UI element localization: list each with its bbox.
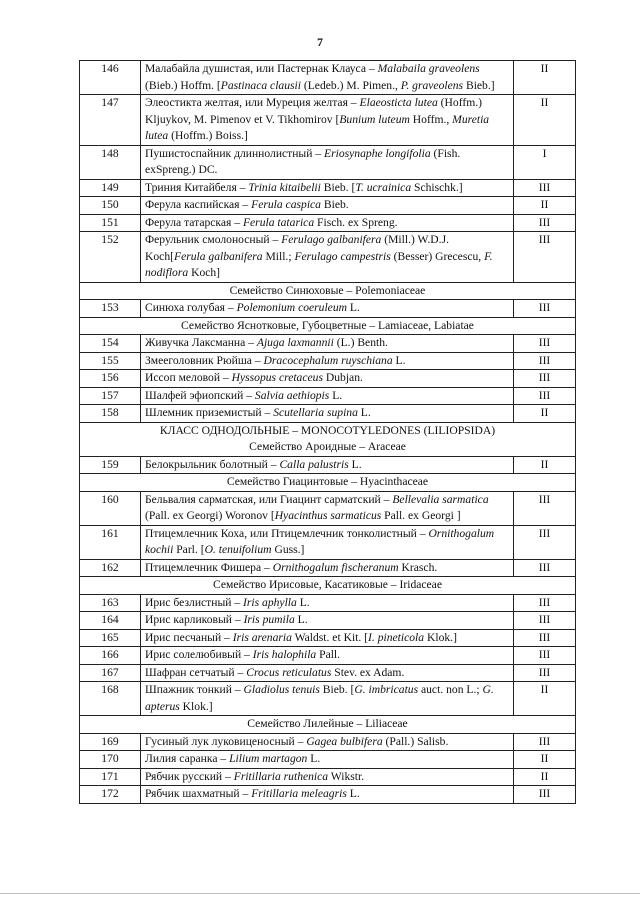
family-header — [80, 716, 576, 734]
rarity-category: III — [514, 232, 576, 283]
name-text: Koch] — [188, 266, 221, 279]
species-number: 158 — [80, 405, 141, 423]
species-row — [80, 559, 576, 577]
family-header-text: Семейство Синюховые – Polemoniaceae — [229, 283, 426, 297]
family-header — [80, 577, 576, 595]
latin-name: G. imbricatus — [354, 683, 419, 696]
name-text: Klok.] — [424, 630, 457, 644]
latin-name: P. graveolens — [400, 78, 464, 92]
rarity-category: II — [514, 61, 576, 95]
latin-name: T. ucrainica — [355, 180, 412, 194]
species-number: 154 — [80, 335, 141, 353]
rarity-category: III — [514, 786, 576, 804]
species-row — [80, 197, 576, 215]
species-name — [141, 370, 514, 388]
family-header-row — [80, 422, 576, 456]
species-name — [141, 335, 514, 353]
name-text: (Ledeb.) M. Pimen., — [300, 78, 401, 92]
rarity-category: III — [514, 179, 576, 197]
latin-name: F. nodiflora — [145, 249, 493, 279]
species-name — [141, 214, 514, 232]
species-name — [141, 647, 514, 665]
name-text: Лилия саранка – — [145, 752, 230, 765]
species-name — [141, 387, 514, 405]
rarity-category: II — [514, 95, 576, 146]
latin-name: O. tenuifolium — [204, 543, 272, 556]
species-name — [141, 682, 514, 716]
species-row — [80, 594, 576, 612]
species-number: 160 — [80, 491, 141, 525]
latin-name: Trinia kitaibelii — [248, 180, 321, 194]
latin-name: Fritillaria ruthenica — [233, 769, 329, 783]
name-text: Ферула каспийская – — [145, 198, 252, 211]
species-name — [141, 612, 514, 630]
latin-name: Ornithogalum kochii — [145, 526, 495, 556]
name-text: Рябчик шахматный – — [145, 787, 252, 800]
rarity-category: II — [514, 751, 576, 769]
species-number: 153 — [80, 300, 141, 318]
species-number: 170 — [80, 751, 141, 769]
species-name — [141, 456, 514, 474]
name-text: Bieb. — [320, 198, 349, 211]
latin-name: Bunium luteum — [339, 112, 410, 126]
name-text: L. — [357, 406, 371, 419]
species-number: 166 — [80, 647, 141, 665]
rarity-category: III — [514, 214, 576, 232]
species-row — [80, 300, 576, 318]
name-text: Белокрыльник болотный – — [145, 457, 280, 471]
name-text: Krasch. — [398, 560, 438, 574]
species-name — [141, 197, 514, 215]
species-row — [80, 214, 576, 232]
species-row — [80, 647, 576, 665]
latin-name: Iris pumila — [243, 613, 295, 626]
name-text: L. — [294, 613, 308, 626]
family-header — [80, 422, 576, 456]
name-text: Ирис солелюбивый – — [145, 648, 253, 661]
family-header-text: Семейство Яснотковые, Губоцветные – Lamiaceae, Labiatae — [181, 318, 474, 332]
name-text: (L.) Benth. — [333, 336, 388, 349]
species-row — [80, 61, 576, 95]
species-number: 159 — [80, 456, 141, 474]
name-text: L. — [347, 301, 360, 314]
latin-name: Iris arenaria — [232, 630, 292, 644]
name-text: Stev. ex Adam. — [331, 665, 405, 679]
species-row — [80, 525, 576, 559]
name-text: Pall. ex Georgi ] — [381, 509, 461, 522]
name-text: auct. non L.; — [418, 683, 483, 696]
species-name — [141, 179, 514, 197]
species-row — [80, 664, 576, 682]
name-text: Bieb. [ — [320, 180, 356, 194]
species-number: 146 — [80, 61, 141, 95]
rarity-category: III — [514, 612, 576, 630]
latin-name: Muretia lutea — [145, 112, 490, 142]
species-name — [141, 525, 514, 559]
species-row — [80, 456, 576, 474]
rarity-category: III — [514, 335, 576, 353]
species-number: 155 — [80, 352, 141, 370]
species-row — [80, 370, 576, 388]
latin-name: Pastinaca clausii — [220, 78, 301, 92]
species-number: 163 — [80, 594, 141, 612]
species-name — [141, 594, 514, 612]
species-table-body — [80, 61, 576, 804]
rarity-category: III — [514, 629, 576, 647]
species-name — [141, 768, 514, 786]
latin-name: Bellevalia sarmatica — [392, 492, 489, 506]
species-name — [141, 664, 514, 682]
species-row — [80, 491, 576, 525]
species-number: 169 — [80, 733, 141, 751]
latin-name: Lilium martagon — [229, 752, 308, 765]
name-text: Fisch. ex Spreng. — [314, 215, 398, 229]
name-text: Иссоп меловой – — [145, 371, 232, 384]
name-text: (Pall.) Salisb. — [382, 734, 449, 748]
name-text: Элеостикта желтая, или Муреция желтая – — [145, 96, 360, 109]
latin-name: G. apterus — [145, 683, 494, 713]
name-text: Шалфей эфиопский – — [145, 388, 255, 402]
name-text: Птицемлечник Коха, или Птицемлечник тонколистный – — [145, 526, 429, 540]
species-number: 165 — [80, 629, 141, 647]
latin-name: Ferula tatarica — [242, 215, 315, 229]
species-row — [80, 768, 576, 786]
species-name — [141, 61, 514, 95]
name-text: Бельвалия сарматская, или Гиацинт сарматский – — [145, 492, 393, 506]
species-row — [80, 405, 576, 423]
rarity-category: II — [514, 768, 576, 786]
family-header — [80, 282, 576, 300]
species-number: 164 — [80, 612, 141, 630]
family-header-text: Семейство Лилейные – Liliaceae — [247, 717, 408, 730]
rarity-category: III — [514, 594, 576, 612]
name-text: Ферульник смолоносный – — [145, 233, 282, 246]
name-text: Waldst. et Kit. [ — [291, 630, 369, 644]
name-text: (Bieb.) Hoffm. [ — [145, 78, 221, 92]
rarity-category: III — [514, 352, 576, 370]
name-text: Змееголовник Рюйша – — [145, 353, 264, 367]
rarity-category: III — [514, 733, 576, 751]
species-number: 157 — [80, 387, 141, 405]
species-row — [80, 629, 576, 647]
name-text: (Hoffm.) Kljuykov, M. Pimenov et V. Tikhomirov [ — [145, 96, 482, 126]
species-row — [80, 786, 576, 804]
name-text: Klok.] — [179, 699, 213, 713]
name-text: L. — [348, 457, 362, 471]
name-text: Шлемник приземистый – — [145, 406, 274, 419]
family-header-text: КЛАСС ОДНОДОЛЬНЫЕ – MONOCOTYLEDONES (LILIOPSIDA) — [159, 423, 496, 437]
latin-name: Ajuga laxmannii — [256, 336, 334, 349]
species-name — [141, 786, 514, 804]
name-text: (Fish. exSpreng.) DC. — [145, 146, 461, 176]
species-name — [141, 733, 514, 751]
page-number: 7 — [317, 35, 323, 49]
latin-name: Malabaila graveolens — [377, 62, 480, 75]
species-number: 152 — [80, 232, 141, 283]
latin-name: Scutellaria supina — [273, 406, 358, 419]
species-name — [141, 491, 514, 525]
species-number: 156 — [80, 370, 141, 388]
latin-name: Ferula galbanifera — [173, 249, 263, 263]
latin-name: Hyssopus cretaceus — [231, 371, 323, 384]
species-row — [80, 682, 576, 716]
name-text: Parl. [ — [173, 543, 205, 556]
name-text: Живучка Лаксманна – — [145, 336, 257, 349]
species-number: 148 — [80, 145, 141, 179]
species-name — [141, 300, 514, 318]
name-text: L. — [392, 353, 406, 367]
species-number: 147 — [80, 95, 141, 146]
name-text: Wikstr. — [328, 769, 365, 783]
species-number: 151 — [80, 214, 141, 232]
species-row — [80, 352, 576, 370]
name-text: Guss.] — [271, 543, 305, 556]
rarity-category: III — [514, 387, 576, 405]
name-text: Ирис карликовый – — [145, 613, 244, 626]
name-text: Малабайла душистая, или Пастернак Клауса – — [145, 62, 378, 75]
name-text: L. — [329, 388, 343, 402]
species-table — [79, 60, 576, 804]
species-number: 161 — [80, 525, 141, 559]
species-number: 171 — [80, 768, 141, 786]
species-row — [80, 387, 576, 405]
latin-name: Ferulago campestris — [294, 249, 391, 263]
species-name — [141, 751, 514, 769]
name-text: Ирис безлистный – — [145, 595, 244, 609]
latin-name: Salvia aethiopis — [254, 388, 330, 402]
species-name — [141, 352, 514, 370]
species-number: 162 — [80, 559, 141, 577]
species-number: 168 — [80, 682, 141, 716]
latin-name: Crocus reticulatus — [246, 665, 332, 679]
species-name — [141, 405, 514, 423]
rarity-category: II — [514, 197, 576, 215]
latin-name: Hyacinthus sarmaticus — [274, 509, 382, 522]
family-header-row — [80, 317, 576, 335]
name-text: L. — [307, 752, 321, 765]
name-text: (Hoffm.) Boiss.] — [168, 129, 248, 142]
family-header-text: Семейство Ирисовые, Касатиковые – Iridaceae — [213, 578, 442, 591]
name-text: Ферула татарская – — [145, 215, 243, 229]
family-header-subtext: Семейство Ароидные – Araceae — [249, 440, 406, 453]
name-text: L. — [346, 787, 360, 800]
species-number: 149 — [80, 179, 141, 197]
name-text: Mill.; — [262, 249, 295, 263]
rarity-category: III — [514, 491, 576, 525]
species-name — [141, 145, 514, 179]
rarity-category: II — [514, 456, 576, 474]
latin-name: I. pineticola — [368, 630, 425, 644]
family-header-row — [80, 577, 576, 595]
latin-name: Ferulago galbanifera — [281, 233, 382, 246]
species-name — [141, 95, 514, 146]
name-text: Bieb.] — [463, 78, 495, 92]
rarity-category: III — [514, 559, 576, 577]
name-text: Триния Китайбеля – — [145, 180, 249, 194]
species-name — [141, 559, 514, 577]
latin-name: Dracocephalum ruyschiana — [263, 353, 393, 367]
name-text: (Besser) Grecescu, — [390, 249, 485, 263]
species-name — [141, 232, 514, 283]
latin-name: Gladiolus tenuis — [243, 683, 320, 696]
family-header-row — [80, 474, 576, 492]
name-text: Шафран сетчатый – — [145, 665, 247, 679]
name-text: Dubjan. — [322, 371, 363, 384]
rarity-category: III — [514, 664, 576, 682]
species-row — [80, 751, 576, 769]
name-text: Пушистоспайник длиннолистный – — [145, 146, 325, 160]
latin-name: Gagea bulbifera — [306, 734, 383, 748]
name-text: Schischk.] — [411, 180, 463, 194]
species-number: 167 — [80, 664, 141, 682]
page-bottom-rule — [0, 893, 640, 894]
latin-name: Fritillaria meleagris — [251, 787, 347, 800]
latin-name: Polemonium coeruleum — [236, 301, 347, 314]
name-text: Pall. — [316, 648, 341, 661]
family-header — [80, 474, 576, 492]
name-text: (Pall. ex Georgi) Woronov [ — [145, 509, 275, 522]
family-header-row — [80, 282, 576, 300]
species-number: 150 — [80, 197, 141, 215]
rarity-category: II — [514, 682, 576, 716]
species-row — [80, 95, 576, 146]
latin-name: Elaeosticta lutea — [359, 96, 438, 109]
latin-name: Iris halophila — [252, 648, 317, 661]
name-text: Bieb. [ — [319, 683, 355, 696]
latin-name: Eriosynaphe longifolia — [324, 146, 431, 160]
species-number: 172 — [80, 786, 141, 804]
species-row — [80, 733, 576, 751]
latin-name: Ferula caspica — [251, 198, 321, 211]
name-text: Шпажник тонкий – — [145, 683, 244, 696]
rarity-category: III — [514, 370, 576, 388]
latin-name: Calla palustris — [279, 457, 349, 471]
rarity-category: III — [514, 647, 576, 665]
family-header-text: Семейство Гиацинтовые – Hyacinthaceae — [226, 475, 429, 488]
name-text: (Mill.) W.D.J. Koch[ — [145, 233, 449, 263]
family-header-row — [80, 716, 576, 734]
rarity-category: II — [514, 405, 576, 423]
species-row — [80, 612, 576, 630]
latin-name: Iris aphylla — [243, 595, 297, 609]
name-text: Гусиный лук луковиценосный – — [145, 734, 307, 748]
species-row — [80, 232, 576, 283]
name-text: Рябчик русский – — [145, 769, 234, 783]
name-text: Ирис песчаный – — [145, 630, 233, 644]
name-text: Птицемлечник Фишера – — [145, 560, 273, 574]
species-row — [80, 179, 576, 197]
name-text: Hoffm., — [409, 112, 453, 126]
rarity-category: III — [514, 525, 576, 559]
species-row — [80, 335, 576, 353]
name-text: L. — [296, 595, 310, 609]
rarity-category: III — [514, 300, 576, 318]
latin-name: Ornithogalum fischeranum — [272, 560, 399, 574]
family-header — [80, 317, 576, 335]
species-row — [80, 145, 576, 179]
name-text: Синюха голубая – — [145, 301, 237, 314]
species-name — [141, 629, 514, 647]
rarity-category: I — [514, 145, 576, 179]
